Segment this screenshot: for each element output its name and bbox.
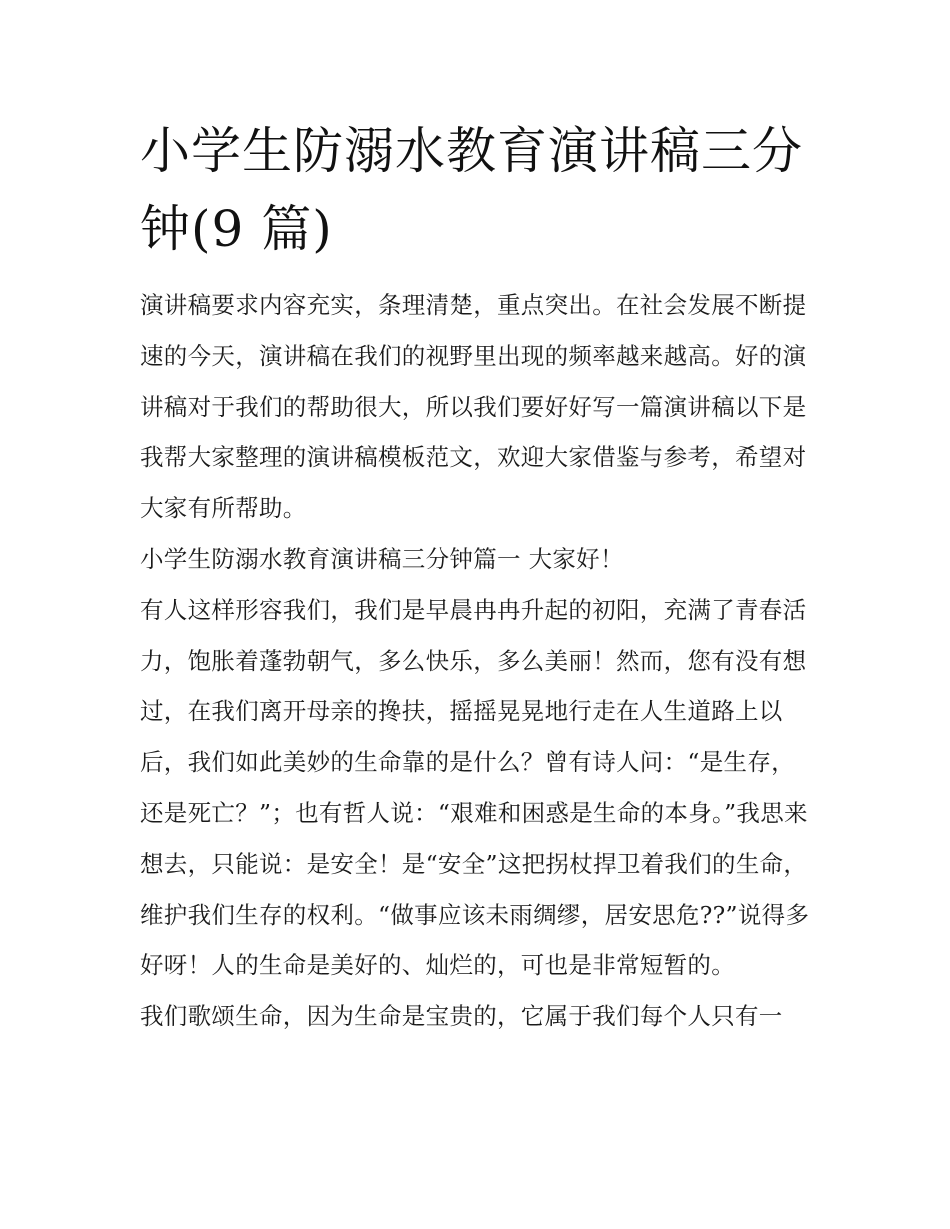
- document-body: [140, 280, 815, 1042]
- body-paragraph: 有人这样形容我们，我们是早晨冉冉升起的初阳，充满了青春活力，饱胀着蓬勃朝气，多么快乐，多么美丽！然而，您有没有想过，在我们离开母亲的搀扶，摇摇晃晃地行走在人生道路上以后，我们如此美妙的生命靠的是什么？曾有诗人问：“是生存，还是死亡？”；也有哲人说：“艰难和困惑是生命的本身。”我思来想去，只能说：是安全！是“安全”这把拐杖捍卫着我们的生命，维护我们生存的权利。“做事应该未雨绸缪，居安思危??”说得多好呀！人的生命是美好的、灿烂的，可也是非常短暂的。: [140, 595, 810, 980]
- intro-paragraph: 演讲稿要求内容充实，条理清楚，重点突出。在社会发展不断提速的今天，演讲稿在我们的视野里出现的频率越来越高。好的演讲稿对于我们的帮助很大，所以我们要好好写一篇演讲稿以下是我帮大家整理的演讲稿模板范文，欢迎大家借鉴与参考，希望对大家有所帮助。: [140, 291, 807, 523]
- body-paragraph-continued: 我们歌颂生命，因为生命是宝贵的，它属于我们每个人只有一: [140, 1002, 783, 1031]
- title-line-1: 小学生防溺水教育演讲稿三分: [140, 122, 803, 180]
- document-title: [140, 112, 820, 268]
- section-heading-paragraph: 小学生防溺水教育演讲稿三分钟篇一 大家好！: [140, 544, 624, 573]
- title-line-2: 钟(9 篇): [140, 200, 333, 258]
